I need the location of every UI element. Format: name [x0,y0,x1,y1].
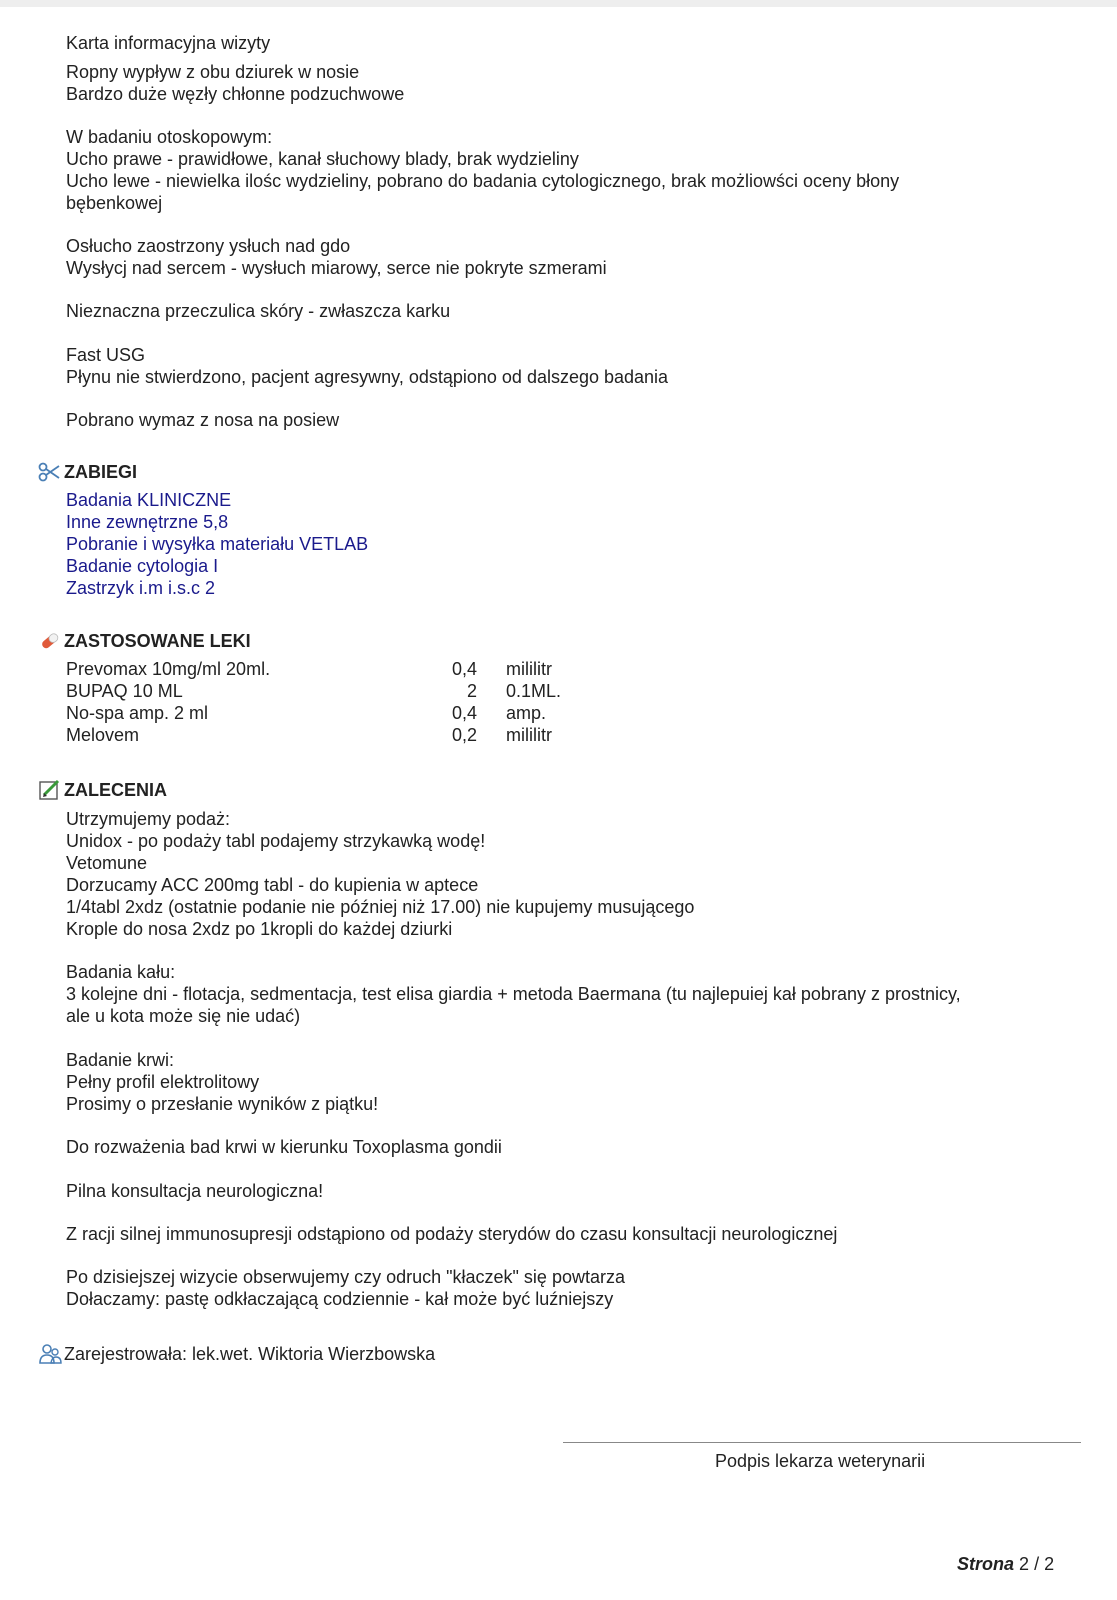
recommendation-line: 3 kolejne dni - flotacja, sedmentacja, test elisa giardia + metoda Baermana (tu najlepuiej kał pobrany z prostnicy, [66,984,961,1004]
exam-line: Ropny wypływ z obu dziurek w nosie [66,62,360,82]
recommendation-line: Badania kału: [66,962,176,982]
medication-name: Melovem [66,725,140,745]
recommendation-line: 1/4tabl 2xdz (ostatnie podanie nie później niż 17.00) nie kupujemy musującego [66,897,695,917]
recommendation-line: Utrzymujemy podaż: [66,809,231,829]
recommendation-line: Dołaczamy: pastę odkłaczającą codziennie - kał może być luźniejszy [66,1289,614,1309]
recommendation-line: Krople do nosa 2xdz po 1kropli do każdej dziurki [66,919,453,939]
medication-unit: amp. [506,703,547,723]
procedures-heading-label: ZABIEGI [64,462,138,482]
exam-line: Pobrano wymaz z nosa na posiew [66,410,340,430]
pill-icon [38,630,62,652]
recommendation-line: Z racji silnej immunosupresji odstąpiono od podaży sterydów do czasu konsultacji neurologicznej [66,1224,838,1244]
medication-qty: 2 [466,681,477,701]
procedure-item: Badanie cytologia I [66,556,219,576]
exam-line: Ucho lewe - niewielka ilośc wydzieliny, pobrano do badania cytologicznego, brak możliowści oceny błony [66,171,900,191]
recommendation-line: Do rozważenia bad krwi w kierunku Toxoplasma gondii [66,1137,502,1157]
medication-name: Prevomax 10mg/ml 20ml. [66,659,271,679]
medication-name: BUPAQ 10 ML [66,681,183,701]
signature-line [563,1442,1081,1443]
signature-label: Podpis lekarza weterynarii [715,1451,926,1471]
procedure-item: Badania KLINICZNE [66,490,232,510]
procedures-heading [38,461,137,483]
recommendation-line: Pilna konsultacja neurologiczna! [66,1181,324,1201]
notepad-pencil-icon [38,779,62,801]
medications-heading-label: ZASTOSOWANE LEKI [64,631,251,651]
page-current: 2 [1019,1554,1030,1574]
medication-unit: mililitr [506,659,552,679]
medication-unit: mililitr [506,725,552,745]
exam-line: Fast USG [66,345,146,365]
exam-line: W badaniu otoskopowym: [66,127,273,147]
registered-by [38,1343,435,1365]
exam-line: bębenkowej [66,193,163,213]
medications-heading [38,630,251,652]
recommendation-line: Pełny profil elektrolitowy [66,1072,260,1092]
users-icon [38,1343,62,1365]
exam-line: Bardzo duże węzły chłonne podzuchwowe [66,84,405,104]
recommendations-heading-label: ZALECENIA [64,780,167,800]
medication-qty: 0,4 [451,703,477,723]
page-total: / 2 [1034,1554,1055,1574]
procedure-item: Inne zewnętrzne 5,8 [66,512,229,532]
exam-line: Osłucho zaostrzony ysłuch nad gdo [66,236,351,256]
medication-name: No-spa amp. 2 ml [66,703,209,723]
exam-line: Wysłycj nad sercem - wysłuch miarowy, serce nie pokryte szmerami [66,258,607,278]
page-word: Strona [957,1554,1015,1574]
recommendation-line: Vetomune [66,853,148,873]
procedure-item: Pobranie i wysyłka materiału VETLAB [66,534,369,554]
recommendation-line: Po dzisiejszej wizycie obserwujemy czy odruch "kłaczek" się powtarza [66,1267,625,1287]
scissors-icon [38,461,62,483]
exam-line: Nieznaczna przeczulica skóry - zwłaszcza karku [66,301,451,321]
recommendation-line: Dorzucamy ACC 200mg tabl - do kupienia w aptece [66,875,479,895]
medication-unit: 0.1ML. [506,681,562,701]
registered-by-text: Zarejestrowała: lek.wet. Wiktoria Wierzbowska [64,1344,436,1364]
recommendations-heading [38,779,167,801]
recommendation-line: Unidox - po podaży tabl podajemy strzykawką wodę! [66,831,486,851]
medication-qty: 0,2 [451,725,477,745]
medication-qty: 0,4 [451,659,477,679]
recommendation-line: ale u kota może się nie udać) [66,1006,301,1026]
recommendation-line: Prosimy o przesłanie wyników z piątku! [66,1094,379,1114]
exam-line: Płynu nie stwierdzono, pacjent agresywny, odstąpiono od dalszego badania [66,367,669,387]
exam-line: Ucho prawe - prawidłowe, kanał słuchowy blady, brak wydzieliny [66,149,579,169]
procedure-item: Zastrzyk i.m i.s.c 2 [66,578,216,598]
recommendation-line: Badanie krwi: [66,1050,175,1070]
document-title: Karta informacyjna wizyty [66,33,271,53]
page-number [957,1554,1054,1575]
